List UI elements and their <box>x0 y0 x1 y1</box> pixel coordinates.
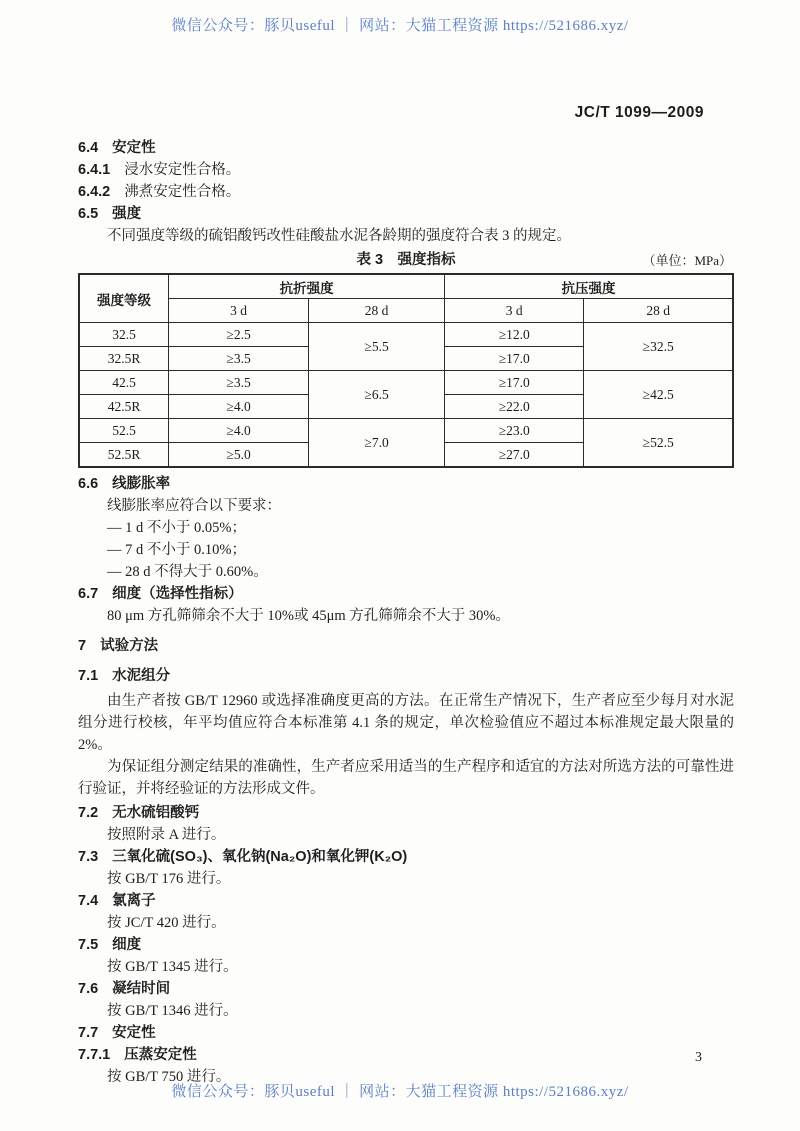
table-cell: ≥4.0 <box>169 395 309 419</box>
clause-6-6-heading <box>78 476 734 493</box>
table-cell: ≥4.0 <box>169 419 309 443</box>
clause-number: 7.2 <box>78 805 99 821</box>
clause-7-5-paragraph: 按 GB/T 1345 进行。 <box>107 959 238 975</box>
clause-title: 强度 <box>112 206 142 222</box>
clause-number: 6.4 <box>78 140 99 156</box>
clause-title: 三氧化硫(SO₃)、氧化钠(Na₂O)和氧化钾(K₂O) <box>112 849 408 865</box>
clause-number: 6.6 <box>78 476 99 492</box>
clause-6-6-item-1: — 1 d 不小于 0.05%； <box>107 520 246 536</box>
table3-caption: 表 3 强度指标 <box>356 252 456 268</box>
strength-table <box>78 273 734 468</box>
clause-7-3-paragraph: 按 GB/T 176 进行。 <box>107 871 231 887</box>
clause-6-6-item-2: — 7 d 不小于 0.10%； <box>107 542 246 558</box>
clause-6-7-paragraph: 80 μm 方孔筛筛余不大于 10%或 45μm 方孔筛筛余不大于 30%。 <box>107 608 511 624</box>
clause-7-4-paragraph: 按 JC/T 420 进行。 <box>107 915 226 931</box>
clause-6-7-heading <box>78 586 734 603</box>
clause-7-3-heading <box>78 849 734 866</box>
clause-7-6-paragraph: 按 GB/T 1346 进行。 <box>107 1003 238 1019</box>
table-cell: ≥52.5 <box>584 419 733 468</box>
clause-7-1-paragraph-1: 由生产者按 GB/T 12960 或选择准确度更高的方法。在正常生产情况下，生产者应至少每月对水泥组分进行校核，年平均值应符合本标准第 4.1 条的规定，单次检验值应不超过本标准规定最大限量的 2%。 <box>78 693 734 753</box>
standard-number: JC/T 1099—2009 <box>574 104 704 121</box>
table-cell: ≥32.5 <box>584 323 733 371</box>
clause-title: 细度 <box>112 937 142 953</box>
table-cell: ≥17.0 <box>445 371 584 395</box>
table-cell: 32.5 <box>79 323 169 347</box>
clause-title: 氯离子 <box>112 893 156 909</box>
clause-7-1-paragraph-2: 为保证组分测定结果的准确性，生产者应采用适当的生产程序和适宜的方法对所选方法的可靠性进行验证，并将经验证的方法形成文件。 <box>78 759 734 797</box>
table-cell: 42.5R <box>79 395 169 419</box>
table-cell: ≥22.0 <box>445 395 584 419</box>
clause-title: 安定性 <box>112 1025 156 1041</box>
chapter-title: 试验方法 <box>100 638 159 654</box>
clause-number: 7.1 <box>78 668 99 684</box>
page-number: 3 <box>695 1050 702 1065</box>
clause-7-5-heading <box>78 937 734 954</box>
table-cell: ≥3.5 <box>169 347 309 371</box>
clause-number: 6.4.2 <box>78 184 111 200</box>
table-cell-flexural-header: 抗折强度 <box>169 274 445 299</box>
clause-6-4-2 <box>78 184 734 201</box>
clause-text: 沸煮安定性合格。 <box>124 184 241 200</box>
clause-title: 无水硫铝酸钙 <box>112 805 200 821</box>
clause-title: 线膨胀率 <box>112 476 171 492</box>
clause-number: 7.4 <box>78 893 99 909</box>
table-row <box>79 419 733 443</box>
table-cell-age-header: 28 d <box>309 299 445 323</box>
table-cell-compressive-header: 抗压强度 <box>445 274 733 299</box>
table-cell: ≥6.5 <box>309 371 445 419</box>
table-cell: 42.5 <box>79 371 169 395</box>
clause-6-4-1 <box>78 162 734 179</box>
clause-number: 6.7 <box>78 586 99 602</box>
table-cell: ≥2.5 <box>169 323 309 347</box>
clause-7-4-heading <box>78 893 734 910</box>
table-cell: ≥5.0 <box>169 443 309 468</box>
table-cell: 52.5 <box>79 419 169 443</box>
clause-7-2-heading <box>78 805 734 822</box>
clause-title: 水泥组分 <box>112 668 171 684</box>
table-header-row-1 <box>79 274 733 299</box>
clause-7-7-heading <box>78 1025 734 1042</box>
table-cell-grade-header: 强度等级 <box>79 274 169 323</box>
table-header-row-2 <box>79 299 733 323</box>
chapter-number: 7 <box>78 638 87 654</box>
clause-number: 7.7 <box>78 1025 99 1041</box>
table-cell: ≥7.0 <box>309 419 445 468</box>
table-cell: ≥17.0 <box>445 347 584 371</box>
table-cell-age-header: 3 d <box>169 299 309 323</box>
clause-number: 7.3 <box>78 849 99 865</box>
table-cell-age-header: 28 d <box>584 299 733 323</box>
watermark-footer: 微信公众号：豚贝useful ｜ 网站：大猫工程资源 https://521686.xyz/ <box>171 1084 629 1100</box>
clause-6-5-heading <box>78 206 734 223</box>
table3-block <box>78 250 734 468</box>
clause-number: 7.6 <box>78 981 99 997</box>
table-cell: ≥3.5 <box>169 371 309 395</box>
table3-unit-label: （单位：MPa） <box>642 253 732 268</box>
clause-6-6-paragraph: 线膨胀率应符合以下要求： <box>107 498 281 514</box>
table-cell: ≥23.0 <box>445 419 584 443</box>
clause-7-7-1-paragraph: 按 GB/T 750 进行。 <box>107 1069 231 1085</box>
clause-7-6-heading <box>78 981 734 998</box>
clause-7-7-1-heading <box>78 1047 734 1064</box>
clause-7-1-heading <box>78 668 734 685</box>
clause-title: 压蒸安定性 <box>124 1047 197 1063</box>
clause-number: 6.5 <box>78 206 99 222</box>
clause-7-2-paragraph: 按照附录 A 进行。 <box>107 827 226 843</box>
clause-number: 6.4.1 <box>78 162 111 178</box>
table-cell-age-header: 3 d <box>445 299 584 323</box>
clause-6-5-paragraph: 不同强度等级的硫铝酸钙改性硅酸盐水泥各龄期的强度符合表 3 的规定。 <box>107 228 571 244</box>
chapter-7-heading <box>78 638 734 655</box>
watermark-header: 微信公众号：豚贝useful ｜ 网站：大猫工程资源 https://521686.xyz/ <box>171 18 629 34</box>
table-cell: 52.5R <box>79 443 169 468</box>
clause-6-4-heading <box>78 140 734 157</box>
table-cell: ≥42.5 <box>584 371 733 419</box>
clause-number: 7.7.1 <box>78 1047 111 1063</box>
clause-number: 7.5 <box>78 937 99 953</box>
table-cell: ≥27.0 <box>445 443 584 468</box>
table-row <box>79 323 733 347</box>
document-content <box>78 140 734 1091</box>
table-cell: 32.5R <box>79 347 169 371</box>
table-cell: ≥12.0 <box>445 323 584 347</box>
table-row <box>79 371 733 395</box>
clause-text: 浸水安定性合格。 <box>124 162 241 178</box>
clause-6-6-item-3: — 28 d 不得大于 0.60%。 <box>107 564 268 580</box>
clause-title: 安定性 <box>112 140 156 156</box>
clause-title: 凝结时间 <box>112 981 171 997</box>
clause-title: 细度（选择性指标） <box>112 586 243 602</box>
table-cell: ≥5.5 <box>309 323 445 371</box>
